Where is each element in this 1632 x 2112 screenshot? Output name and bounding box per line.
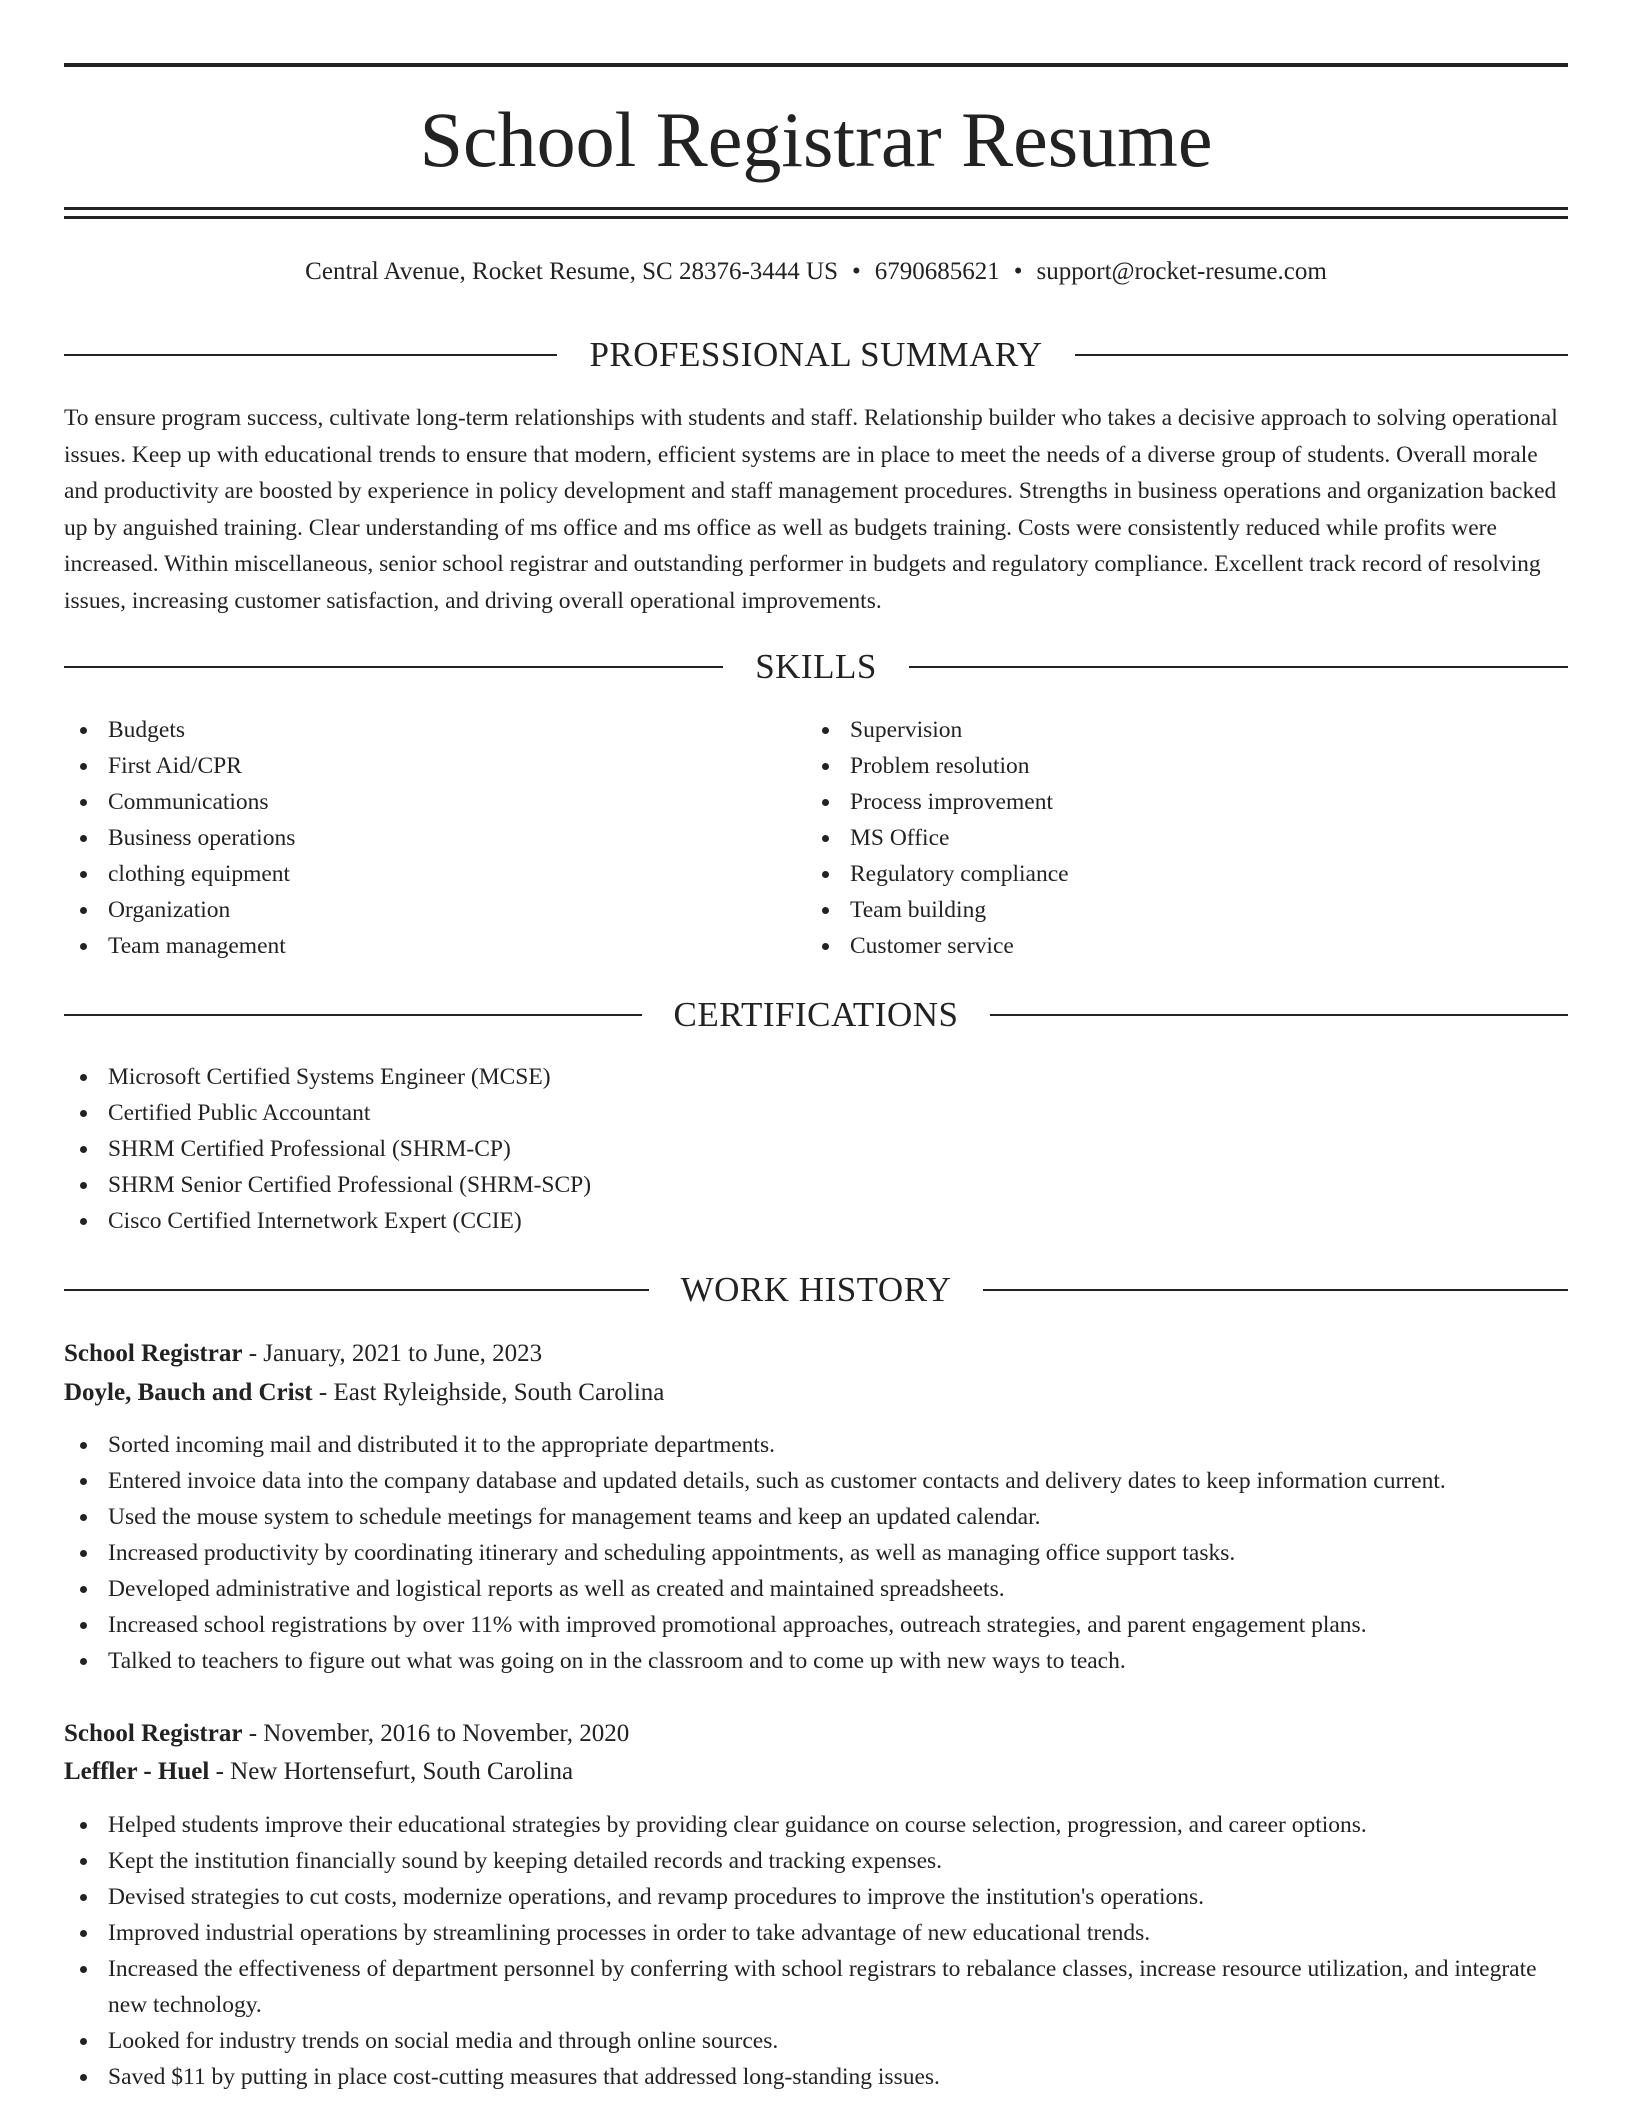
section-rule-left	[64, 354, 557, 356]
certification-item: Microsoft Certified Systems Engineer (MCSE)	[64, 1059, 1568, 1095]
job-title-line	[64, 1335, 1568, 1373]
contact-separator: •	[851, 258, 861, 285]
header-double-rule-bottom	[64, 216, 1568, 219]
contact-line	[64, 254, 1568, 290]
contact-separator: •	[1013, 258, 1023, 285]
job-duty-item: Kept the institution financially sound by keeping detailed records and tracking expenses.	[64, 1843, 1568, 1879]
job-title: School Registrar	[64, 1720, 243, 1747]
job-company: Doyle, Bauch and Crist	[64, 1379, 313, 1406]
job-location: - New Hortensefurt, South Carolina	[209, 1758, 574, 1785]
job-location: - East Ryleighside, South Carolina	[312, 1379, 665, 1406]
skill-item: Business operations	[64, 820, 804, 856]
job-duty-item: Helped students improve their educational strategies by providing clear guidance on course selection, progression, and career options.	[64, 1807, 1568, 1843]
job-duty-item: Increased the effectiveness of department personnel by conferring with school registrars to rebalance classes, increase resource utilization, and integrate new technology.	[64, 1951, 1568, 2023]
certification-item: Certified Public Accountant	[64, 1095, 1568, 1131]
skill-item: Problem resolution	[806, 748, 1546, 784]
certification-item: SHRM Certified Professional (SHRM-CP)	[64, 1131, 1568, 1167]
resume-title: School Registrar Resume	[419, 96, 1213, 183]
job-duty-item: Looked for industry trends on social media and through online sources.	[64, 2023, 1568, 2059]
section-title-summary: PROFESSIONAL SUMMARY	[589, 335, 1043, 374]
skill-item: Team building	[806, 892, 1546, 928]
skill-item: Budgets	[64, 712, 804, 748]
job-duties-list	[64, 1807, 1568, 2095]
section-rule-left	[64, 1289, 649, 1291]
skill-item: Supervision	[806, 712, 1546, 748]
section-header-certifications	[64, 993, 1568, 1037]
job-duty-item: Increased productivity by coordinating itinerary and scheduling appointments, as well as managing office support tasks.	[64, 1535, 1568, 1571]
skill-item: Regulatory compliance	[806, 856, 1546, 892]
job-duty-item: Used the mouse system to schedule meetings for management teams and keep an updated calendar.	[64, 1499, 1568, 1535]
skills-list-left	[64, 712, 804, 964]
skills-list-right	[806, 712, 1546, 964]
job-duty-item: Sorted incoming mail and distributed it to the appropriate departments.	[64, 1427, 1568, 1463]
section-title-work-history: WORK HISTORY	[680, 1270, 952, 1309]
skill-item: MS Office	[806, 820, 1546, 856]
header-top-rule	[64, 63, 1568, 67]
section-rule-right	[1075, 354, 1568, 356]
section-header-summary	[64, 333, 1568, 377]
job-duty-item: Entered invoice data into the company database and updated details, such as customer contacts and delivery dates to keep information current.	[64, 1463, 1568, 1499]
skill-item: Process improvement	[806, 784, 1546, 820]
skill-item: Customer service	[806, 928, 1546, 964]
certification-item: Cisco Certified Internetwork Expert (CCIE)	[64, 1203, 1568, 1239]
job-duty-item: Talked to teachers to figure out what was going on in the classroom and to come up with new ways to teach.	[64, 1643, 1568, 1679]
job-company: Leffler - Huel	[64, 1758, 210, 1785]
job-company-line	[64, 1753, 1568, 1791]
skill-item: Team management	[64, 928, 804, 964]
summary-text: To ensure program success, cultivate long-term relationships with students and staff. Relationship builder who takes a decisive approach to solving operational issues. Keep up with educational trends to ensure that modern, efficient systems are in place to meet the needs of a diverse group of students. Overall morale and productivity are boosted by experience in policy development and staff management procedures. Strengths in business operations and organization backed up by anguished training. Clear understanding of ms office and ms office as well as budgets training. Costs were consistently reduced while profits were increased. Within miscellaneous, senior school registrar and outstanding performer in budgets and regulatory compliance. Excellent track record of resolving issues, increasing customer satisfaction, and driving overall operational improvements.	[64, 405, 1558, 614]
section-rule-left	[64, 666, 723, 668]
job-duty-item: Saved $11 by putting in place cost-cutting measures that addressed long-standing issues.	[64, 2059, 1568, 2095]
skill-item: Communications	[64, 784, 804, 820]
header-double-rule-top	[64, 207, 1568, 210]
job-duties-list	[64, 1427, 1568, 1679]
section-rule-left	[64, 1014, 642, 1016]
section-rule-right	[990, 1014, 1568, 1016]
contact-phone: 6790685621	[874, 258, 1000, 285]
skill-item: First Aid/CPR	[64, 748, 804, 784]
certification-item: SHRM Senior Certified Professional (SHRM-SCP)	[64, 1167, 1568, 1203]
section-rule-right	[983, 1289, 1568, 1291]
certifications-list	[64, 1059, 1568, 1239]
section-rule-right	[909, 666, 1568, 668]
section-title-skills: SKILLS	[755, 647, 877, 686]
job-duty-item: Increased school registrations by over 11% with improved promotional approaches, outreach strategies, and parent engagement plans.	[64, 1607, 1568, 1643]
section-title-certifications: CERTIFICATIONS	[673, 995, 959, 1034]
job-company-line	[64, 1374, 1568, 1412]
job-duty-item: Improved industrial operations by streamlining processes in order to take advantage of new educational trends.	[64, 1915, 1568, 1951]
job-duty-item: Developed administrative and logistical reports as well as created and maintained spreadsheets.	[64, 1571, 1568, 1607]
job-title-line	[64, 1715, 1568, 1753]
contact-address: Central Avenue, Rocket Resume, SC 28376-3444 US	[305, 258, 838, 285]
job-duty-item: Devised strategies to cut costs, modernize operations, and revamp procedures to improve the institution's operations.	[64, 1879, 1568, 1915]
contact-email: support@rocket-resume.com	[1036, 258, 1327, 285]
skill-item: Organization	[64, 892, 804, 928]
job-title: School Registrar	[64, 1340, 243, 1367]
skill-item: clothing equipment	[64, 856, 804, 892]
job-dates: - November, 2016 to November, 2020	[242, 1720, 630, 1747]
section-header-work-history	[64, 1268, 1568, 1312]
job-dates: - January, 2021 to June, 2023	[242, 1340, 543, 1367]
section-header-skills	[64, 645, 1568, 689]
